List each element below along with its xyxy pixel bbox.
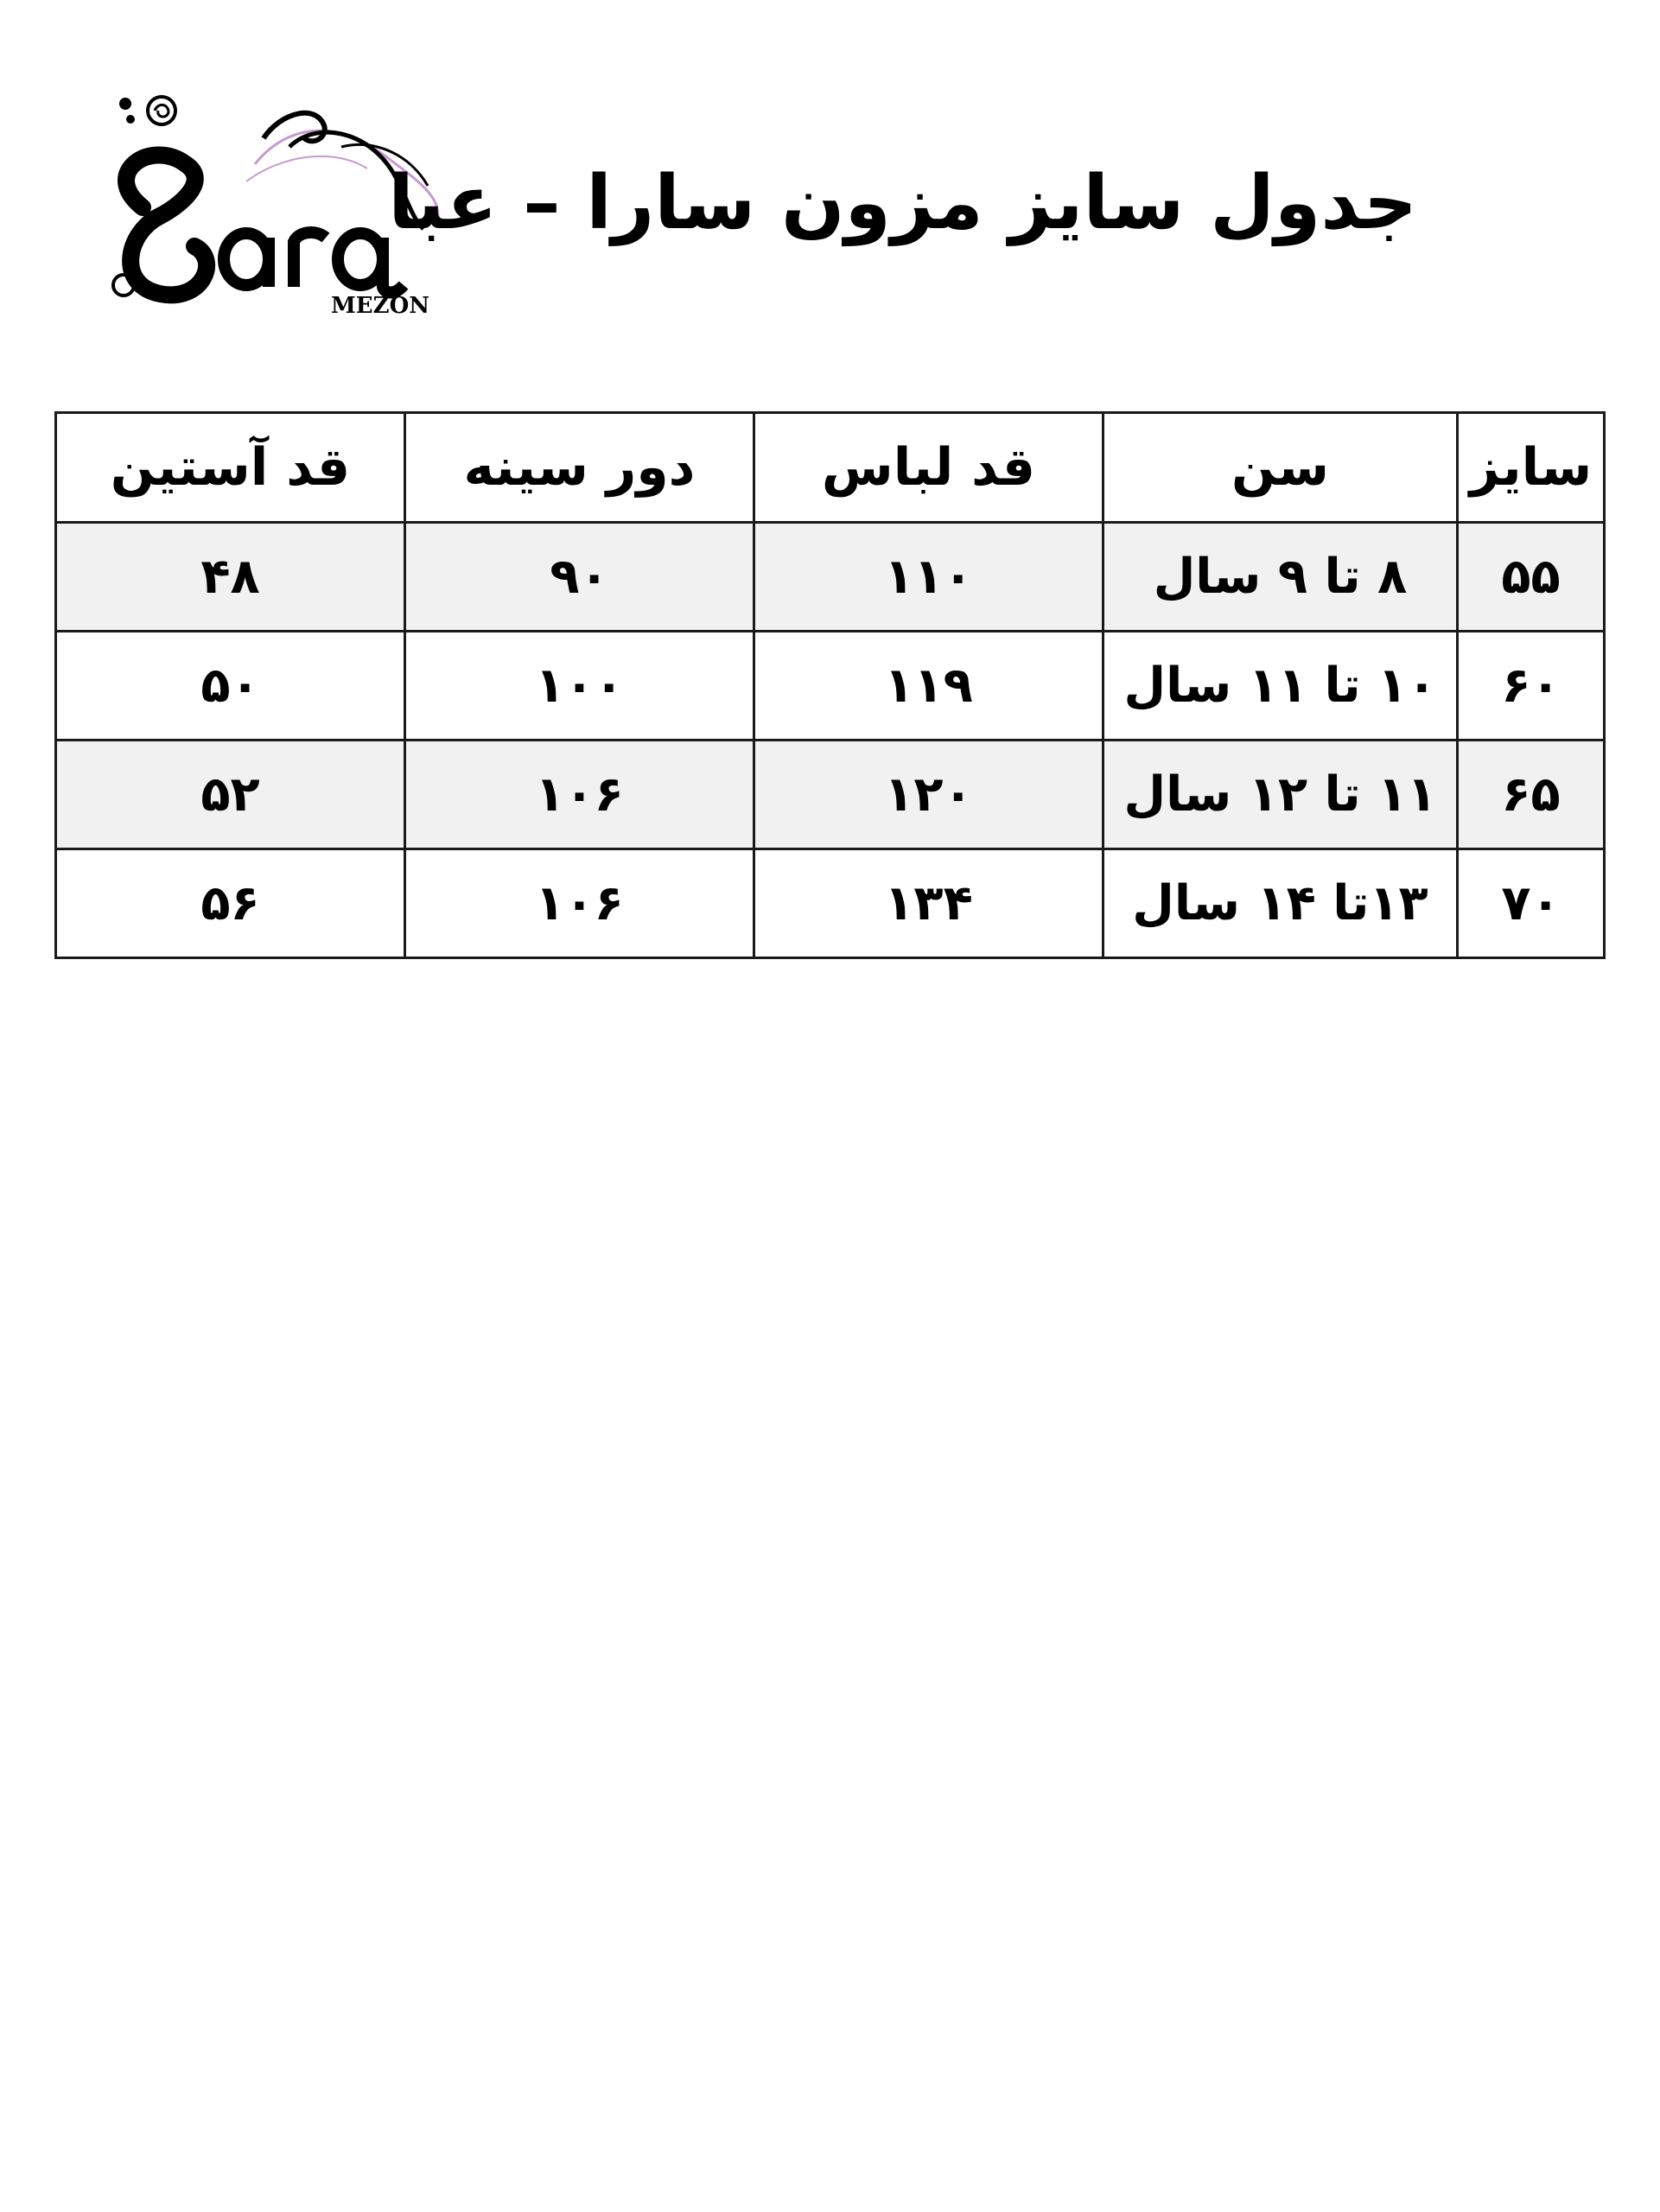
header-size: سایز	[1458, 413, 1605, 523]
cell-size: ۶۵	[1458, 741, 1605, 849]
cell-age: ۱۳تا ۱۴ سال	[1103, 849, 1458, 958]
cell-chest: ۹۰	[405, 523, 754, 632]
cell-sleeve-length: ۵۲	[56, 741, 405, 849]
cell-sleeve-length: ۴۸	[56, 523, 405, 632]
cell-dress-length: ۱۱۰	[754, 523, 1103, 632]
cell-size: ۶۰	[1458, 632, 1605, 741]
cell-dress-length: ۱۱۹	[754, 632, 1103, 741]
table-row	[56, 741, 1605, 849]
cell-dress-length: ۱۳۴	[754, 849, 1103, 958]
cell-age: ۸ تا ۹ سال	[1103, 523, 1458, 632]
cell-dress-length: ۱۲۰	[754, 741, 1103, 849]
cell-chest: ۱۰۶	[405, 741, 754, 849]
cell-chest: ۱۰۶	[405, 849, 754, 958]
header-age: سن	[1103, 413, 1458, 523]
header-dress-length: قد لباس	[754, 413, 1103, 523]
cell-sleeve-length: ۵۶	[56, 849, 405, 958]
size-table	[54, 411, 1606, 959]
cell-sleeve-length: ۵۰	[56, 632, 405, 741]
svg-text:MEZON: MEZON	[331, 293, 429, 319]
table-row	[56, 849, 1605, 958]
cell-age: ۱۰ تا ۱۱ سال	[1103, 632, 1458, 741]
cell-chest: ۱۰۰	[405, 632, 754, 741]
table-header-row	[56, 413, 1605, 523]
table-row	[56, 523, 1605, 632]
cell-age: ۱۱ تا ۱۲ سال	[1103, 741, 1458, 849]
header-sleeve-length: قد آستین	[56, 413, 405, 523]
table-row	[56, 632, 1605, 741]
page-title: جدول سایز مزون سارا – عبا	[388, 160, 1417, 246]
header-chest: دور سینه	[405, 413, 754, 523]
cell-size: ۵۵	[1458, 523, 1605, 632]
cell-size: ۷۰	[1458, 849, 1605, 958]
